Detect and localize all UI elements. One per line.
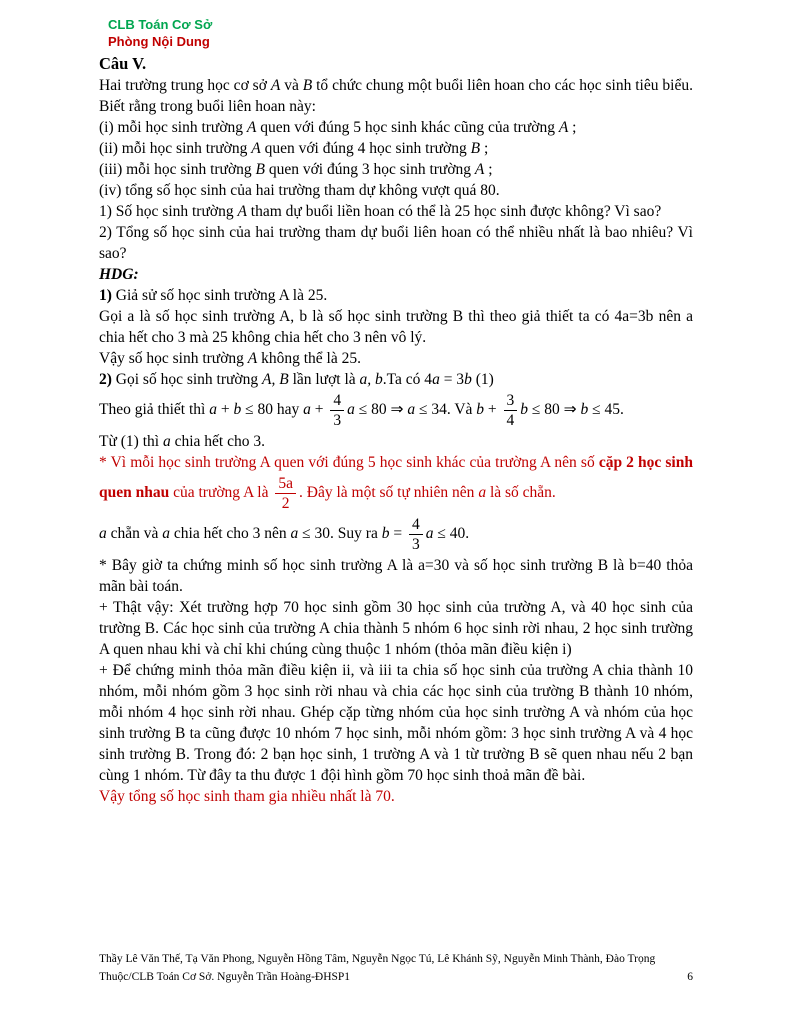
text-segment: b bbox=[520, 401, 529, 419]
text-segment: không thể là 25. bbox=[257, 350, 361, 367]
text-segment: 1) bbox=[99, 287, 112, 304]
text-segment: a, b bbox=[359, 371, 383, 388]
text-segment: 2) Tổng số học sinh của hai trường tham dự buổi liên hoan có thể nhiều nhất là bao nhiêu? Vì sao? bbox=[99, 224, 693, 262]
text-segment: = bbox=[389, 525, 406, 543]
fraction-denominator: 2 bbox=[281, 495, 290, 513]
text-segment: 2) bbox=[99, 371, 112, 388]
fraction-numerator: 5a bbox=[275, 475, 296, 494]
condition-iii bbox=[99, 159, 693, 180]
condition-ii bbox=[99, 138, 693, 159]
solution-1-argument bbox=[99, 306, 693, 348]
fraction-numerator: 4 bbox=[409, 516, 423, 535]
text-segment: a bbox=[209, 401, 217, 419]
text-segment: (1) bbox=[471, 371, 494, 388]
text-segment: quen với đúng 5 học sinh khác cũng của trường bbox=[256, 119, 559, 136]
fraction bbox=[409, 516, 423, 553]
text-segment: + bbox=[216, 401, 234, 419]
text-segment: ≤ 80 ⇒ bbox=[528, 401, 581, 419]
page-number: 6 bbox=[687, 970, 693, 983]
solution-1-conclusion bbox=[99, 348, 693, 369]
footer-credits: Thầy Lê Văn Thế, Tạ Văn Phong, Nguyễn Hồng Tâm, Nguyễn Ngọc Tú, Lê Khánh Sỹ, Nguyễn Minh Thành, Đào Trọng Thuộc/CLB Toán Cơ Sở. Nguyễn Trần Hoàng-ĐHSP1 bbox=[99, 953, 656, 983]
text-segment: ≤ 30. Suy ra bbox=[298, 525, 382, 543]
solution-2-claim bbox=[99, 555, 693, 597]
text-segment: HDG: bbox=[99, 266, 139, 283]
text-segment: a bbox=[347, 401, 355, 419]
document-header bbox=[99, 16, 693, 50]
text-segment: Từ (1) thì bbox=[99, 433, 163, 451]
solution-2-parity-note bbox=[99, 452, 693, 514]
final-answer bbox=[99, 786, 693, 807]
text-segment: + Thật vậy: Xét trường hợp 70 học sinh gồm 30 học sinh của trường A, và 40 học sinh của trường B. Các học sinh của trường A chia thành 5 nhóm 6 học sinh rời nhau, 2 học sinh trường A quen nhau khi và chỉ khi chúng cùng thuộc 1 nhóm (thỏa mãn điều kiện i) bbox=[99, 599, 693, 659]
text-segment: a bbox=[162, 525, 171, 543]
text-segment: Giả sử số học sinh trường A là 25. bbox=[111, 287, 328, 304]
fraction bbox=[330, 392, 344, 429]
text-segment: tham dự buổi liền hoan có thể là 25 học sinh được không? Vì sao? bbox=[246, 203, 662, 220]
text-segment: chia hết cho 3. bbox=[170, 433, 265, 451]
fraction bbox=[275, 475, 296, 512]
text-segment: b bbox=[464, 371, 472, 388]
solution-2-construction-2 bbox=[99, 660, 693, 786]
text-segment: .Ta có 4 bbox=[382, 371, 433, 388]
condition-i bbox=[99, 117, 693, 138]
text-segment: B bbox=[255, 161, 265, 178]
text-segment: cặp 2 học sinh quen nhau bbox=[99, 454, 693, 502]
fraction-denominator: 3 bbox=[411, 536, 420, 554]
fraction-denominator: 3 bbox=[333, 412, 342, 430]
text-segment: Hai trường trung học cơ sở bbox=[99, 77, 271, 94]
text-segment: chẵn và bbox=[106, 525, 163, 543]
text-segment: (ii) mỗi học sinh trường bbox=[99, 140, 252, 157]
solution-2-construction-1 bbox=[99, 597, 693, 660]
text-segment: b bbox=[580, 401, 589, 419]
text-segment: A bbox=[246, 119, 257, 136]
text-segment: A, B bbox=[262, 371, 289, 388]
text-segment: Gọi số học sinh trường bbox=[111, 371, 262, 388]
text-segment: + bbox=[310, 401, 328, 419]
problem-statement bbox=[99, 75, 693, 117]
text-segment: tổ chức chung một buổi liên hoan cho các học sinh tiêu biểu. Biết rằng trong buổi liên hoan này: bbox=[99, 77, 693, 115]
text-segment: (iv) tổng số học sinh của hai trường tham dự không vượt quá 80. bbox=[99, 182, 500, 199]
text-segment: lần lượt là bbox=[288, 371, 360, 388]
text-segment: (i) mỗi học sinh trường bbox=[99, 119, 247, 136]
text-segment: quen với đúng 4 học sinh trường bbox=[260, 140, 471, 157]
text-segment: Câu V. bbox=[99, 54, 147, 73]
text-segment: a bbox=[407, 401, 416, 419]
text-segment: A bbox=[247, 350, 258, 367]
text-segment: b bbox=[476, 401, 485, 419]
text-segment: Theo giả thiết thì bbox=[99, 401, 210, 419]
text-segment: a bbox=[303, 401, 311, 419]
section-title bbox=[99, 53, 693, 75]
text-segment: A bbox=[237, 203, 247, 220]
text-segment: ≤ 45. bbox=[588, 401, 624, 419]
document-footer bbox=[99, 951, 693, 986]
solution-heading bbox=[99, 264, 693, 285]
text-segment: chia hết cho 3 nên bbox=[170, 525, 291, 543]
condition-iv bbox=[99, 180, 693, 201]
text-segment: ≤ 80 ⇒ bbox=[354, 401, 408, 419]
solution-2-bounds bbox=[99, 390, 693, 431]
text-segment: Vậy tổng số học sinh tham gia nhiều nhất là 70. bbox=[99, 788, 395, 806]
question-1 bbox=[99, 201, 693, 222]
text-segment: và bbox=[280, 77, 303, 94]
text-segment: + Để chứng minh thỏa mãn điều kiện ii, và iii ta chia số học sinh của trường A chia thành 10 nhóm, mỗi nhóm gồm 3 học sinh rời nhau và chia các học sinh của trường B thành 10 nhóm, mỗi nhóm 4 học sinh rời nhau. Ghép cặp từng nhóm của học sinh trường A và nhóm của học sinh trường B ta cũng được 10 nhóm 7 học sinh, mỗi nhóm gồm: 3 học sinh trường A và 4 học sinh trường B. Trong đó: 2 bạn học sinh, 1 trường A và 1 từ trường B sẽ quen nhau nếu 2 bạn cùng 1 nhóm. Từ đây ta thu được 1 đội hình gồm 70 học sinh thoả mãn đề bài. bbox=[99, 662, 693, 785]
text-segment: A bbox=[270, 77, 281, 94]
text-segment: quen với đúng 3 học sinh trường bbox=[264, 161, 475, 178]
text-segment: ≤ 34. Và bbox=[415, 401, 477, 419]
text-segment: ; bbox=[568, 119, 577, 136]
text-segment: A bbox=[474, 161, 485, 178]
text-segment: a bbox=[425, 525, 434, 543]
text-segment: Gọi a là số học sinh trường A, b là số học sinh trường B thì theo giả thiết ta có 4a=3b nên a chia hết cho 3 mà 25 không chia hết cho 3 nên vô lý. bbox=[99, 308, 693, 346]
text-segment: ≤ 80 hay bbox=[241, 401, 304, 419]
text-segment: a bbox=[432, 371, 440, 388]
fraction-numerator: 4 bbox=[330, 392, 344, 411]
text-segment: b bbox=[233, 401, 242, 419]
text-segment: + bbox=[484, 401, 501, 419]
text-segment: a bbox=[99, 525, 107, 543]
fraction bbox=[504, 392, 518, 429]
document-body bbox=[99, 53, 693, 807]
text-segment: là số chẵn. bbox=[486, 484, 556, 502]
text-segment: * Vì mỗi học sinh trường A quen với đúng 5 học sinh khác của trường A nên số bbox=[99, 454, 599, 472]
text-segment: Vậy số học sinh trường bbox=[99, 350, 248, 367]
text-segment: . Đây là một số tự nhiên nên bbox=[299, 484, 479, 502]
text-segment: 1) Số học sinh trường bbox=[99, 203, 238, 220]
solution-1-assume bbox=[99, 285, 693, 306]
text-segment: B bbox=[470, 140, 481, 157]
solution-2-deduction bbox=[99, 514, 693, 555]
text-segment: B bbox=[302, 77, 313, 94]
page-content bbox=[99, 16, 693, 807]
department-label: Phòng Nội Dung bbox=[108, 34, 210, 49]
question-2 bbox=[99, 222, 693, 264]
text-segment: A bbox=[558, 119, 569, 136]
text-segment: a bbox=[290, 525, 299, 543]
solution-2-setup bbox=[99, 369, 693, 390]
fraction-numerator: 3 bbox=[504, 392, 518, 411]
text-segment: (iii) mỗi học sinh trường bbox=[99, 161, 256, 178]
text-segment: = 3 bbox=[439, 371, 465, 388]
text-segment: ; bbox=[484, 161, 493, 178]
text-segment: ; bbox=[480, 140, 489, 157]
text-segment: * Bây giờ ta chứng minh số học sinh trường A là a=30 và số học sinh trường B là b=40 thỏa mãn bài toán. bbox=[99, 557, 693, 596]
text-segment: a bbox=[478, 484, 487, 502]
text-segment: A bbox=[251, 140, 261, 157]
text-segment: ≤ 40. bbox=[433, 525, 470, 543]
text-segment: a bbox=[162, 433, 171, 451]
club-name-label: CLB Toán Cơ Sở bbox=[108, 17, 213, 32]
solution-2-divisibility bbox=[99, 431, 693, 452]
fraction-denominator: 4 bbox=[506, 412, 515, 430]
text-segment: của trường A là bbox=[169, 484, 273, 502]
text-segment: b bbox=[381, 525, 390, 543]
